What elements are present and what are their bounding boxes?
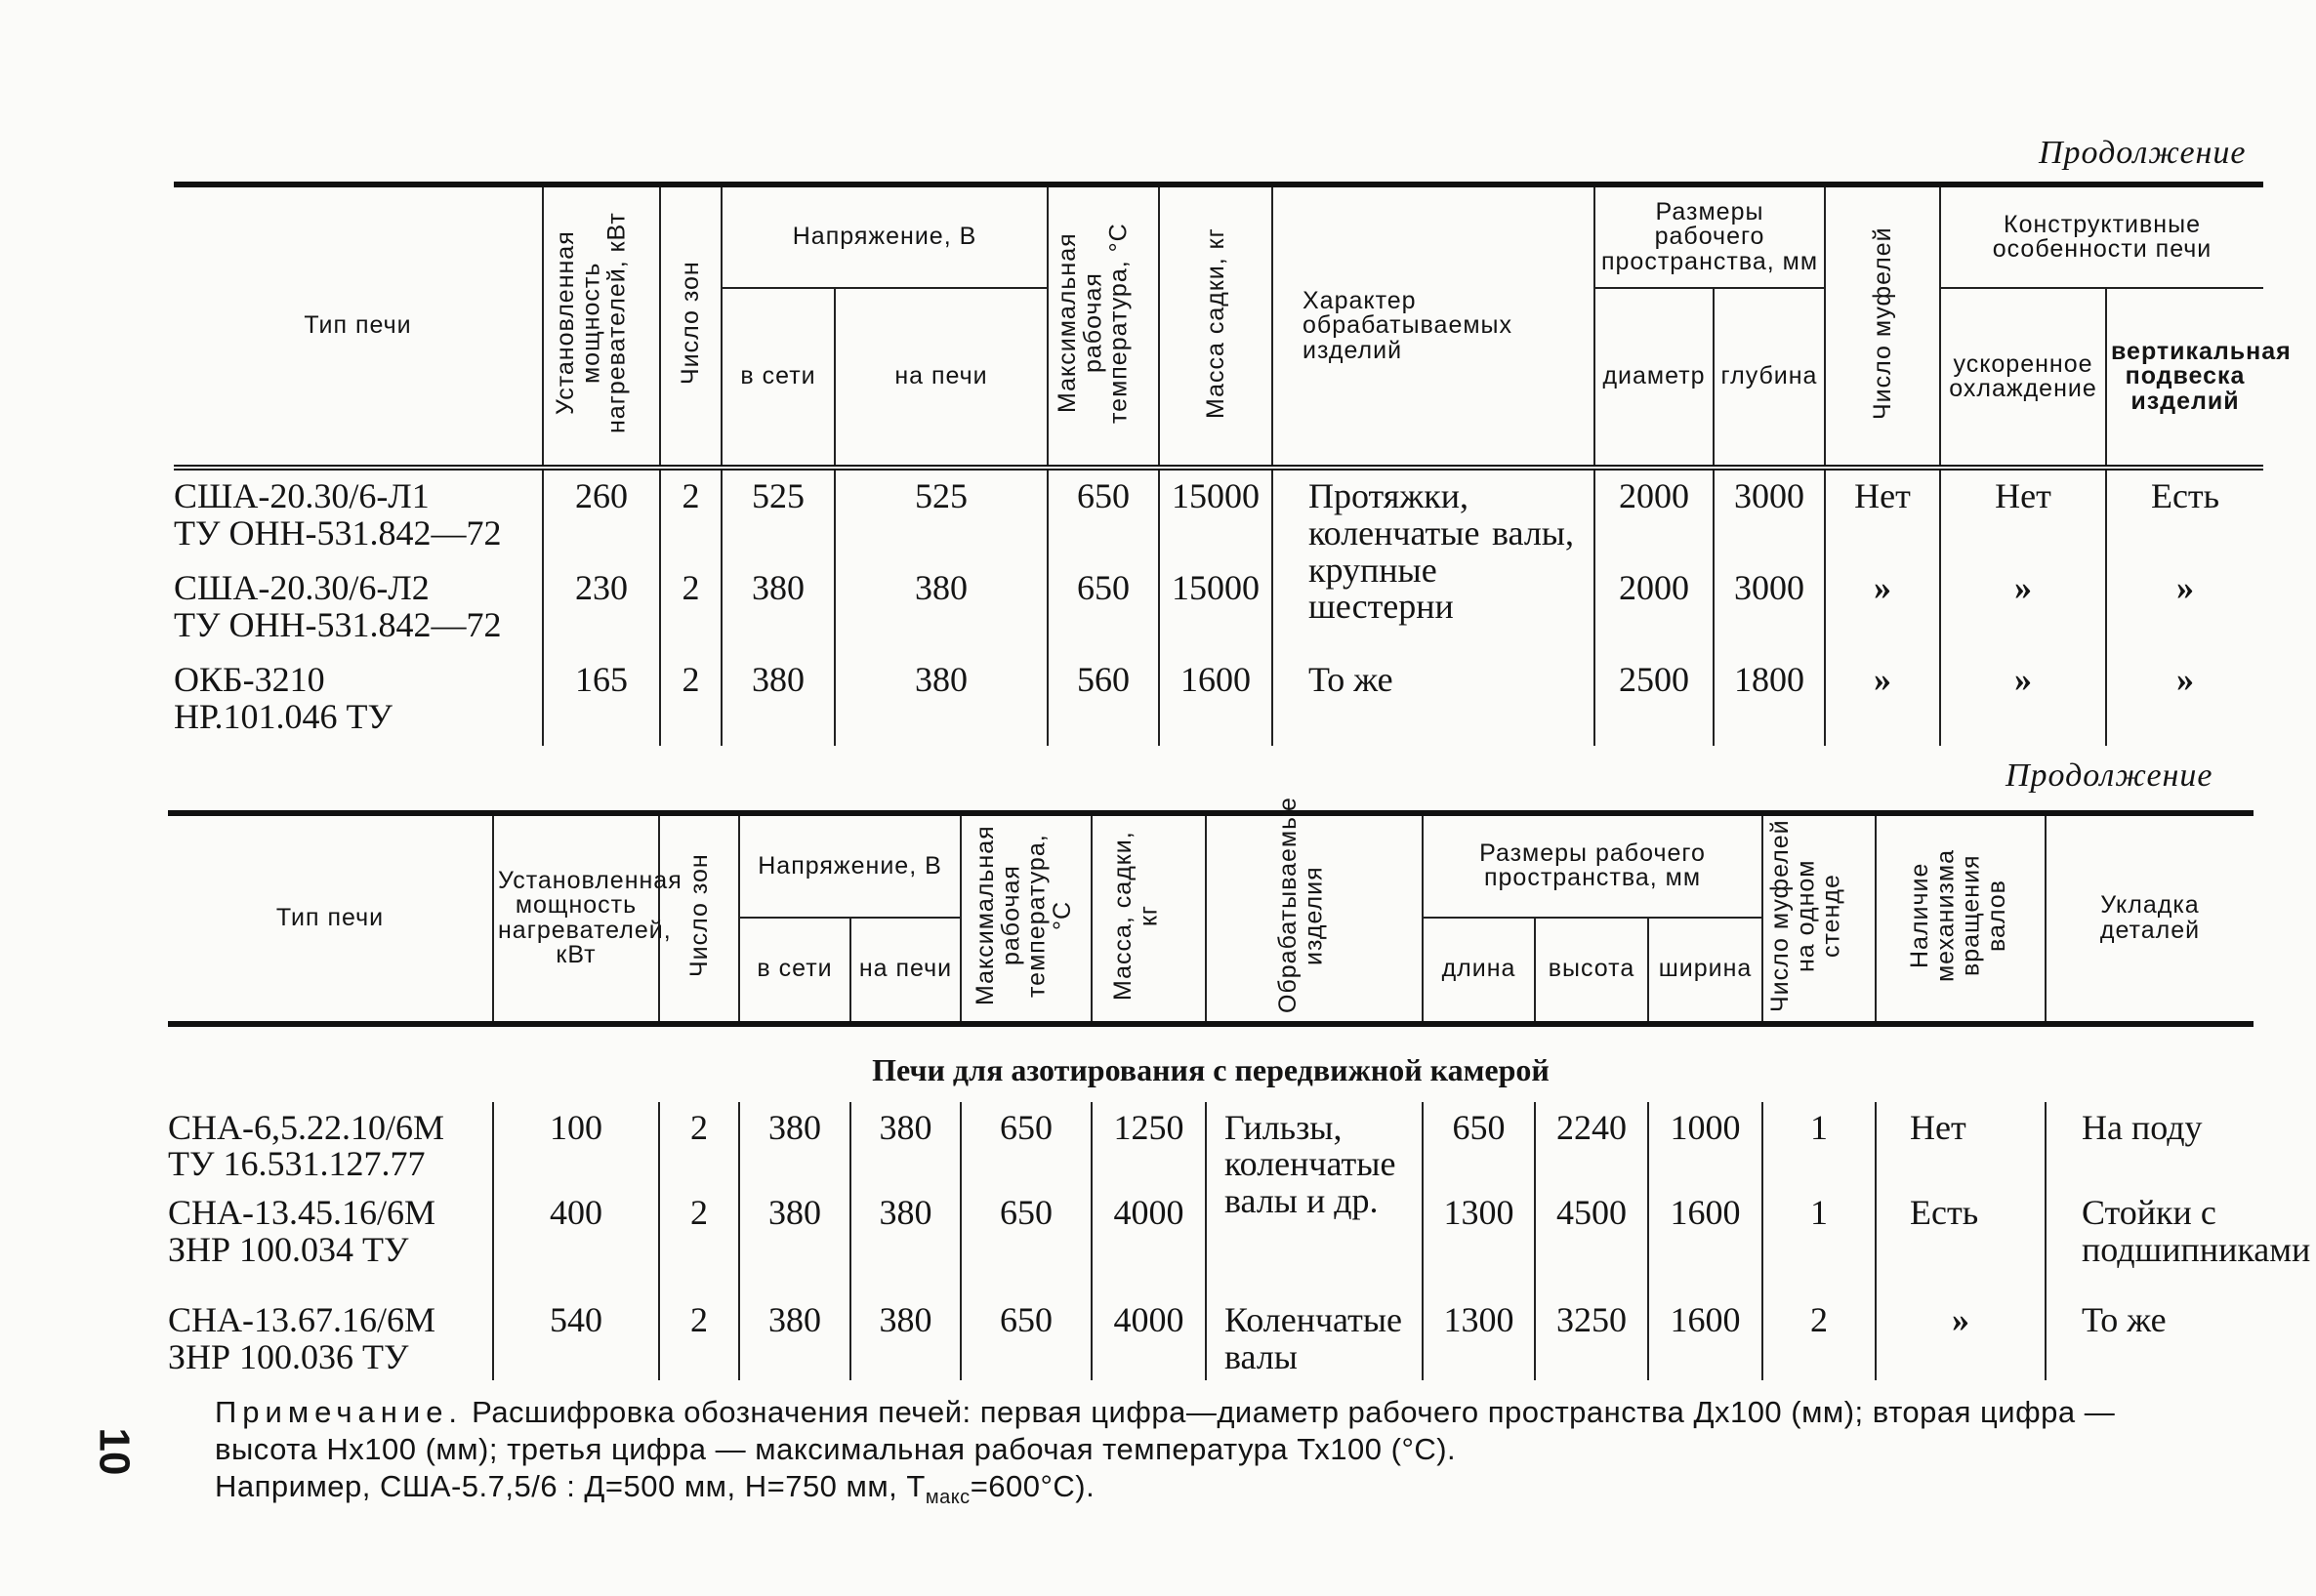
max-temp-value: 650	[961, 1187, 1092, 1294]
power-value: 165	[543, 654, 660, 746]
header-power: Установленная мощность нагревателей, кВт	[552, 212, 631, 434]
header-workpieces: Обрабатываемые изделия	[1274, 797, 1328, 1013]
header-stacking: Укладка деталей	[2046, 813, 2254, 1024]
furnace-spec: ЗНР 100.034 ТУ	[168, 1229, 409, 1269]
height-value: 4500	[1535, 1187, 1648, 1294]
length-value: 1300	[1423, 1294, 1535, 1380]
note-example-sub: макс	[925, 1486, 971, 1508]
voltage-net-value: 380	[722, 562, 835, 654]
header-workpieces: Характер обрабатываемых изделий	[1272, 184, 1594, 468]
voltage-net-value: 380	[739, 1187, 850, 1294]
length-value: 650	[1423, 1102, 1535, 1188]
height-value: 2240	[1535, 1102, 1648, 1188]
header-dims: Размеры рабочего пространства, мм	[1594, 184, 1825, 288]
header-width: ширина	[1648, 918, 1762, 1024]
muffles-value: 1	[1762, 1102, 1876, 1188]
power-value: 540	[493, 1294, 659, 1380]
width-value: 1000	[1648, 1102, 1762, 1188]
header-rotation: Наличие механизма вращения валов	[1906, 849, 2010, 982]
table-row	[174, 562, 2263, 654]
rotation-value: Есть	[1876, 1187, 2046, 1294]
voltage-furnace-value: 525	[835, 468, 1048, 562]
header-voltage-furnace: на печи	[835, 288, 1048, 468]
max-temp-value: 560	[1048, 654, 1159, 746]
muffles-value: »	[1825, 654, 1940, 746]
header-power: Установленная мощность нагревателей, кВт	[493, 813, 659, 1024]
table-row	[168, 1102, 2254, 1188]
cooling-value: »	[1940, 562, 2106, 654]
furnace-spec: НР.101.046 ТУ	[174, 696, 393, 736]
depth-value: 1800	[1714, 654, 1825, 746]
depth-value: 3000	[1714, 468, 1825, 562]
voltage-net-value: 380	[739, 1102, 850, 1188]
width-value: 1600	[1648, 1187, 1762, 1294]
rotation-value: »	[1876, 1294, 2046, 1380]
max-temp-value: 650	[1048, 562, 1159, 654]
muffles-value: »	[1825, 562, 1940, 654]
header-zones: Число зон	[677, 261, 705, 386]
depth-value: 3000	[1714, 562, 1825, 654]
furnace-spec: ЗНР 100.036 ТУ	[168, 1336, 409, 1376]
voltage-net-value: 380	[739, 1294, 850, 1380]
mass-value: 15000	[1159, 468, 1272, 562]
mass-value: 4000	[1092, 1187, 1206, 1294]
cooling-value: Нет	[1940, 468, 2106, 562]
header-type: Тип печи	[174, 184, 543, 468]
voltage-furnace-value: 380	[835, 654, 1048, 746]
header-muffles: Число муфелей на одном стенде	[1766, 819, 1845, 1012]
header-voltage: Напряжение, В	[739, 813, 961, 918]
furnace-spec: ТУ ОНН-531.842—72	[174, 512, 502, 552]
workpieces-value: То же	[1272, 654, 1594, 746]
power-value: 260	[543, 468, 660, 562]
header-dims: Размеры рабочего пространства, мм	[1423, 813, 1762, 918]
zones-value: 2	[659, 1102, 739, 1188]
header-length: длина	[1423, 918, 1535, 1024]
mass-value: 4000	[1092, 1294, 1206, 1380]
voltage-furnace-value: 380	[835, 562, 1048, 654]
furnace-table-2	[168, 797, 2311, 1380]
workpieces-value: Протяжки, коленчатые валы, крупные шестерни	[1272, 468, 1594, 654]
vertical-value: »	[2176, 568, 2195, 607]
header-voltage: Напряжение, В	[722, 184, 1048, 288]
zones-value: 2	[660, 654, 722, 746]
voltage-net-value: 525	[722, 468, 835, 562]
furnace-type: СНА-6,5.22.10/6М	[168, 1107, 445, 1147]
workpieces-value: Гильзы, коленчатые валы и др.	[1206, 1102, 1423, 1295]
header-type: Тип печи	[168, 813, 493, 1024]
stacking-value: На поду	[2082, 1107, 2203, 1147]
continuation-label-1: Продолжение	[2039, 135, 2247, 171]
diameter-value: 2000	[1594, 562, 1714, 654]
workpieces-value: Коленчатые валы	[1206, 1294, 1423, 1380]
header-vertical: вертикальная подвеска изделий	[2106, 288, 2263, 468]
diameter-value: 2000	[1594, 468, 1714, 562]
header-load-mass: Масса садки, кг	[1201, 227, 1229, 420]
max-temp-value: 650	[961, 1294, 1092, 1380]
voltage-furnace-value: 380	[850, 1102, 961, 1188]
continuation-label-2: Продолжение	[2006, 757, 2213, 794]
muffles-value: 1	[1762, 1187, 1876, 1294]
power-value: 230	[543, 562, 660, 654]
header-diameter: диаметр	[1594, 288, 1714, 468]
muffles-value: 2	[1762, 1294, 1876, 1380]
power-value: 400	[493, 1187, 659, 1294]
header-depth: глубина	[1714, 288, 1825, 468]
note-example-suffix: =600°С).	[970, 1468, 1096, 1503]
note-text: Расшифровка обозначения печей: первая цифра—диаметр рабочего пространства Дх100 (мм); вторая цифра — высота Нх100 (мм); третья цифра — максимальная рабочая температура Тх100 (°С).	[215, 1395, 2116, 1466]
note-label: Примечание.	[215, 1395, 464, 1429]
max-temp-value: 650	[961, 1102, 1092, 1188]
section-title: Печи для азотирования с передвижной камерой	[872, 1051, 1550, 1087]
length-value: 1300	[1423, 1187, 1535, 1294]
width-value: 1600	[1648, 1294, 1762, 1380]
zones-value: 2	[659, 1294, 739, 1380]
furnace-spec: ТУ ОНН-531.842—72	[174, 604, 502, 644]
voltage-net-value: 380	[722, 654, 835, 746]
table-row	[174, 468, 2263, 562]
header-max-temp: Максимальная рабочая температура, °С	[972, 825, 1076, 1006]
header-max-temp: Максимальная рабочая температура, °С	[1054, 223, 1133, 425]
furnace-type: СНА-13.45.16/6М	[168, 1193, 436, 1233]
header-height: высота	[1535, 918, 1648, 1024]
furnace-type: США-20.30/6-Л2	[174, 568, 430, 607]
voltage-furnace-value: 380	[850, 1294, 961, 1380]
diameter-value: 2500	[1594, 654, 1714, 746]
header-muffles: Число муфелей	[1868, 226, 1896, 421]
header-voltage-net: в сети	[722, 288, 835, 468]
furnace-type: СНА-13.67.16/6М	[168, 1300, 436, 1340]
furnace-type: США-20.30/6-Л1	[174, 476, 430, 515]
cooling-value: »	[1940, 654, 2106, 746]
zones-value: 2	[660, 562, 722, 654]
zones-value: 2	[660, 468, 722, 562]
vertical-value: Есть	[2150, 476, 2220, 515]
header-design: Конструктивные особенности печи	[1992, 210, 2213, 264]
table-row	[174, 654, 2263, 746]
rotation-value: Нет	[1876, 1102, 2046, 1188]
furnace-spec: ТУ 16.531.127.77	[168, 1144, 426, 1184]
zones-value: 2	[659, 1187, 739, 1294]
mass-value: 1250	[1092, 1102, 1206, 1188]
mass-value: 15000	[1159, 562, 1272, 654]
stacking-value: То же	[2082, 1300, 2167, 1340]
stacking-value: Стойки с подшипниками	[2082, 1193, 2311, 1269]
footnote	[215, 1394, 2226, 1509]
note-example-prefix: Например, США-5.7,5/6 : Д=500 мм, Н=750 мм, Т	[215, 1468, 926, 1503]
furnace-table-1	[174, 182, 2292, 746]
muffles-value: Нет	[1825, 468, 1940, 562]
header-voltage-net: в сети	[739, 918, 850, 1024]
furnace-type: ОКБ-3210	[174, 660, 325, 699]
header-voltage-furnace: на печи	[850, 918, 961, 1024]
vertical-value: »	[2176, 660, 2195, 699]
power-value: 100	[493, 1102, 659, 1188]
header-load-mass: Масса, садки, кг	[1108, 831, 1162, 1001]
header-zones: Число зон	[684, 853, 713, 978]
header-cooling: ускоренное охлаждение	[1940, 288, 2106, 468]
max-temp-value: 650	[1048, 468, 1159, 562]
height-value: 3250	[1535, 1294, 1648, 1380]
voltage-furnace-value: 380	[850, 1187, 961, 1294]
table-row	[168, 1294, 2254, 1380]
page-number: 10	[90, 1427, 139, 1476]
mass-value: 1600	[1159, 654, 1272, 746]
